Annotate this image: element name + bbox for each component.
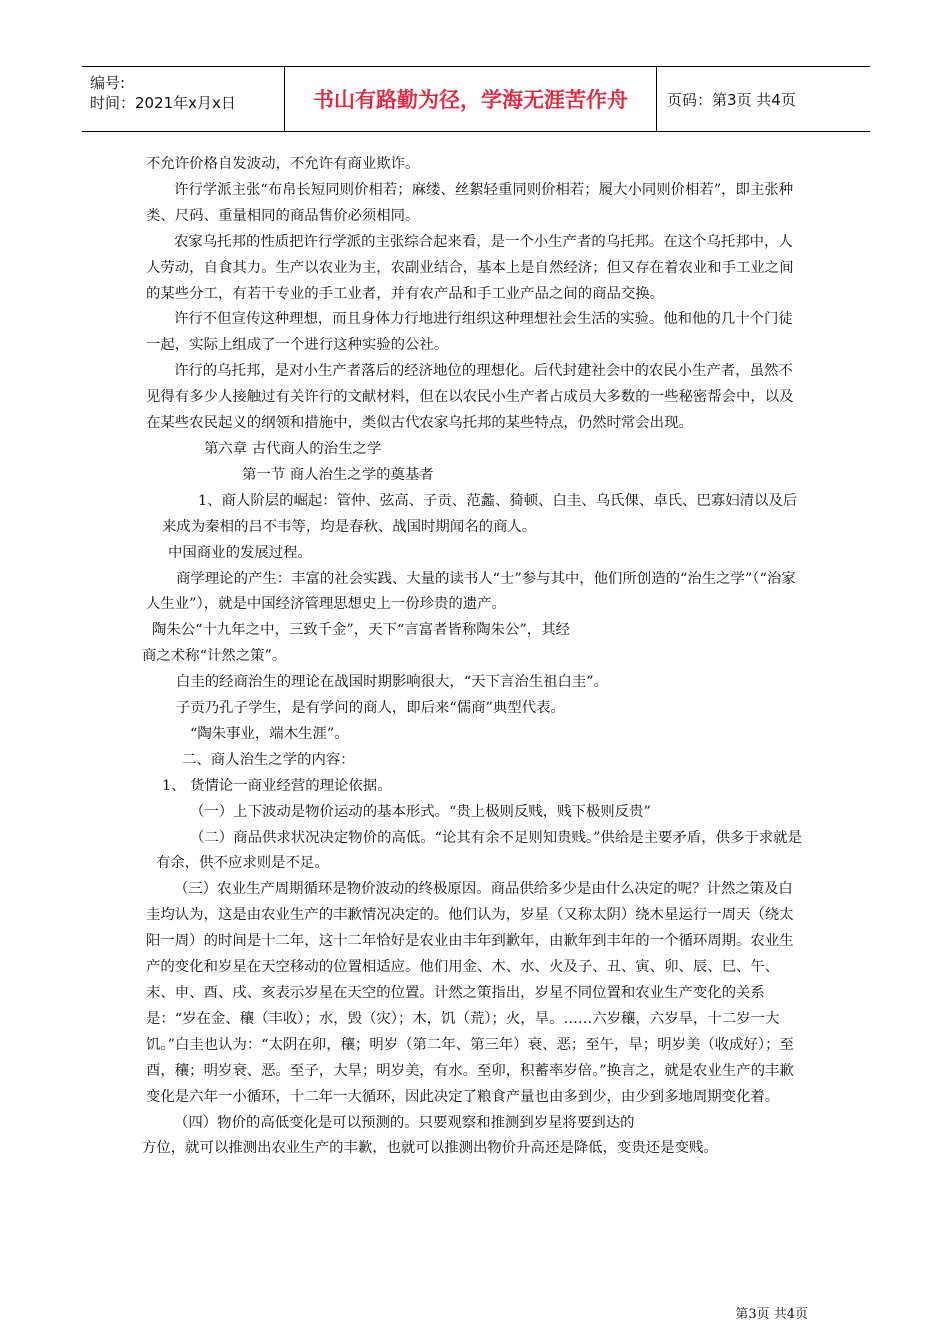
page-header [82,66,870,132]
document-body [142,152,806,1162]
chapter-title: 第六章 古代商人的治生之学 [204,440,382,457]
paragraph: （三）农业生产周期循环是物价波动的终极原因。商品供给多少是由什么决定的呢？计然之策及白圭均认为，这是由农业生产的丰歉情况决定的。他们认为，岁星（又称太阴）绕木星运行一周天（绕太阳一周）的时间是十二年，这十二年恰好是农业由丰年到歉年，由歉年到丰年的一个循环周期。农业生产的变化和岁星在天空移动的位置相适应。他们用金、木、水、火及子、丑、寅、卯、辰、巳、午、未、申、酉、戌、亥表示岁星在天空的位置。计然之策指出，岁星不同位置和农业生产变化的关系是：“岁在金、穰（丰收）；水，毁（灾）；木，饥（荒）；火，旱。……六岁穰，六岁旱，十二岁一大饥。”白圭也认为：“太阴在卯，穰；明岁（第二年、第三年）衰、恶；至午，旱；明岁美（收成好）；至酉，穰；明岁衰、恶。至子，大旱；明岁美，有水。至卯，积蓄率岁倍。”换言之，就是农业生产的丰歉变化是六年一小循环，十二年一大循环，因此决定了粮食产量也由多到少，由少到多地周期变化着。 [146,881,794,1105]
section-title: 第一节 商人治生之学的奠基者 [242,466,434,483]
header-page-info: 页码：第3页 共4页 [667,90,796,109]
paragraph: 商学理论的产生：丰富的社会实践、大量的读书人“士”参与其中，他们所创造的“治生之学”（“治家人生业”），就是中国经济管理思想史上一份珍贵的遗产。 [146,570,796,613]
paragraph: 1、 货情论一商业经营的理论依据。 [162,777,392,794]
page-footer-info: 第3页 共4页 [735,1307,808,1322]
header-meta [82,67,285,131]
paragraph: （二）商品供求状况决定物价的高低。“论其有余不足则知贵贱。”供给是主要矛盾，供多于求就是有余，供不应求则是不足。 [156,829,802,872]
paragraph: 白圭的经商治生的理论在战国时期影响很大，“天下言治生祖白圭”。 [176,674,609,691]
paragraph: （四）物价的高低变化是可以预测的。只要观察和推测到岁星将要到达的 [174,1114,635,1131]
paragraph: （一）上下波动是物价运动的基本形式。“贵上极则反贱，贱下极则反贵” [190,803,651,820]
paragraph: 许行的乌托邦，是对小生产者落后的经济地位的理想化。后代封建社会中的农民小生产者，虽然不见得有多少人接触过有关许行的文献材料，但在以农民小生产者占成员大多数的一些秘密帮会中，以及在某些农民起义的纲领和措施中，类似古代农家乌托邦的某些特点，仍然时常会出现。 [146,363,794,432]
paragraph: “陶朱事业，端木生涯”。 [190,725,349,742]
paragraph: 许行学派主张“布帛长短同则价相若；麻缕、丝絮轻重同则价相若；履大小同则价相若”，即主张种类、尺码、重量相同的商品售价必须相同。 [146,181,794,224]
paragraph: 农家乌托邦的性质把许行学派的主张综合起来看，是一个小生产者的乌托邦。在这个乌托邦中，人人劳动，自食其力。生产以农业为主，农副业结合，基本上是自然经济；但又存在着农业和手工业之间的某些分工，有若干专业的手工业者，并有农产品和手工业产品之间的商品交换。 [146,233,794,302]
paragraph: 1、商人阶层的崛起：管仲、弦高、子贡、范蠡、猗顿、白圭、乌氏倮、卓氏、巴寡妇清以及后来成为秦相的吕不韦等，均是春秋、战国时期闻名的商人。 [162,492,798,535]
paragraph: 子贡乃孔子学生，是有学问的商人，即后来“儒商”典型代表。 [176,700,565,717]
paragraph: 方位，就可以推测出农业生产的丰歉，也就可以推测出物价升高还是降低，变贵还是变贱。 [142,1140,718,1157]
header-motto: 书山有路勤为径，学海无涯苦作舟 [285,67,657,131]
paragraph: 商之术称“计然之策”。 [142,648,287,665]
paragraph: 不允许价格自发波动，不允许有商业欺诈。 [146,156,420,172]
paragraph: 许行不但宣传这种理想，而且身体力行地进行组织这种理想社会生活的实验。他和他的几十个门徒一起，实际上组成了一个进行这种实验的公社。 [146,311,793,354]
document-number-label: 编号: [90,74,126,92]
document-time-label: 时间：2021年x月x日 [90,94,236,112]
paragraph: 中国商业的发展过程。 [168,544,312,561]
paragraph: 二、商人治生之学的内容： [182,751,355,768]
paragraph: 陶朱公“十九年之中，三致千金”，天下“言富者皆称陶朱公”，其经 [152,622,570,639]
